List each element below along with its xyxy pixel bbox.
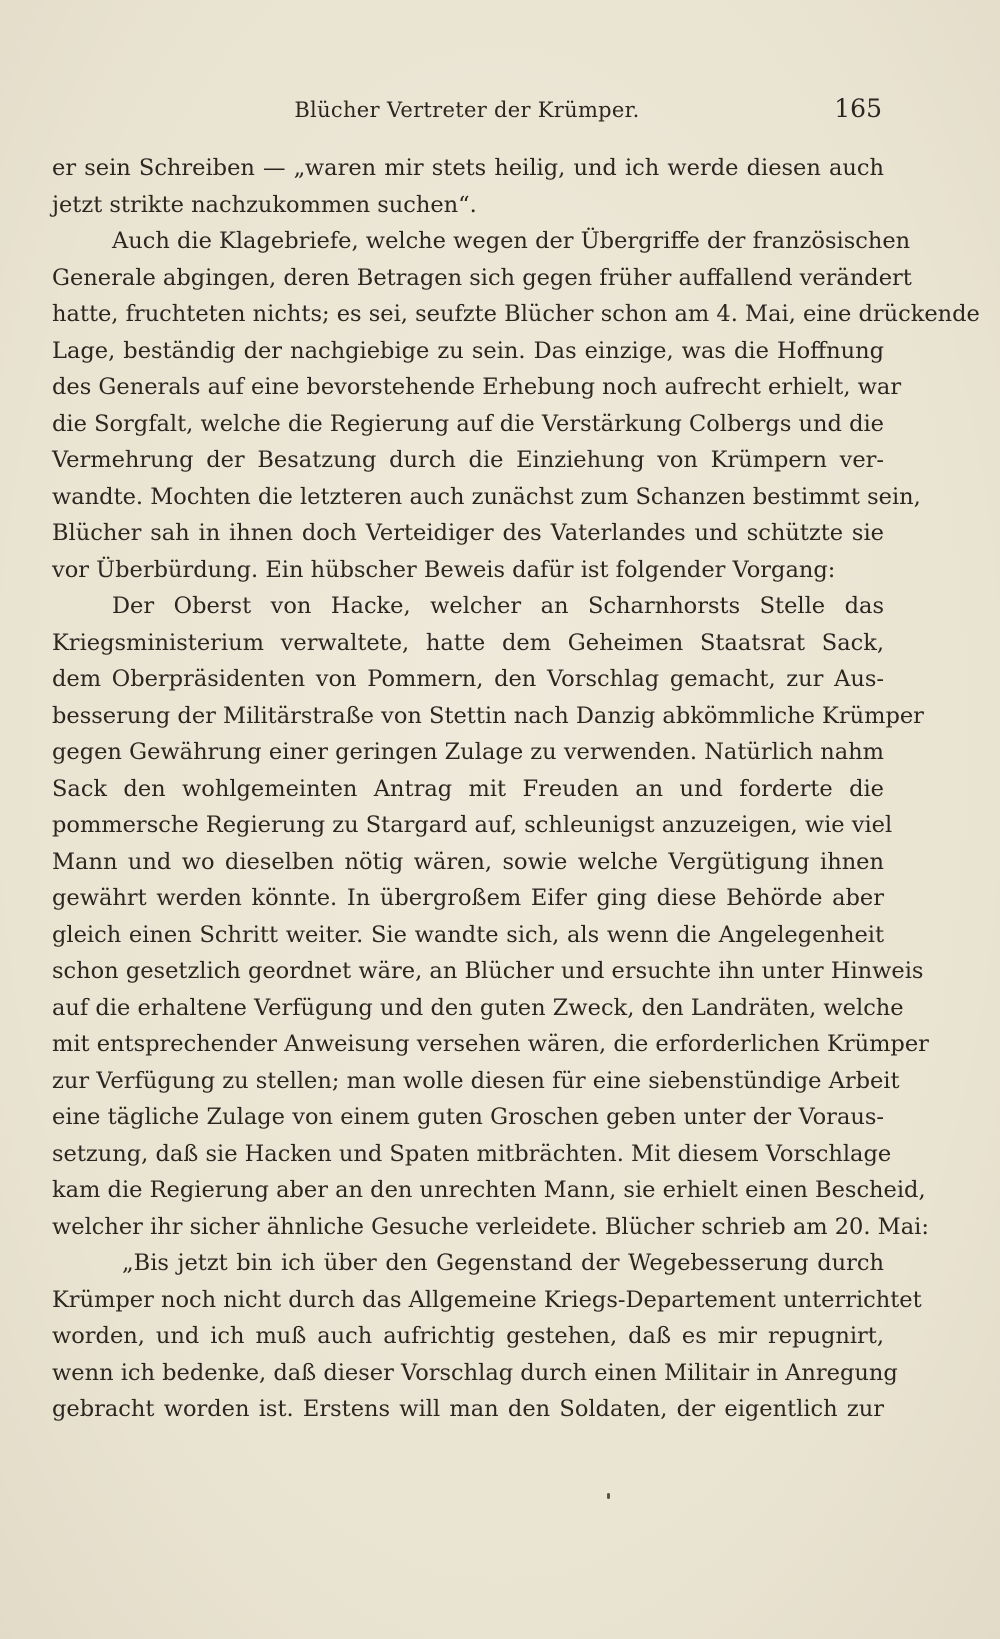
text-line: gebracht worden ist. Erstens will man den Soldaten, der eigentlich zur xyxy=(52,1396,884,1422)
text-line: die Sorgfalt, welche die Regierung auf die Verstärkung Colbergs und die xyxy=(52,410,884,437)
text-line: Auch die Klagebriefe, welche wegen der Übergriffe der französischen xyxy=(112,228,911,254)
page-number: 165 xyxy=(834,94,882,123)
text-line: auf die erhaltene Verfügung und den guten Zweck, den Landräten, welche xyxy=(52,994,904,1021)
paper-speck xyxy=(607,1493,610,1499)
text-line: kam die Regierung aber an den unrechten Mann, sie erhielt einen Bescheid, xyxy=(52,1177,926,1203)
text-line: hatte, fruchteten nichts; es sei, seufzte Blücher schon am 4. Mai, eine drückende xyxy=(52,301,980,327)
text-line: Lage, beständig der nachgiebige zu sein. Das einzige, was die Hoffnung xyxy=(52,337,884,364)
text-line: wenn ich bedenke, daß dieser Vorschlag durch einen Militair in Anregung xyxy=(52,1359,898,1386)
text-line: mit entsprechender Anweisung versehen wären, die erforderlichen Krümper xyxy=(52,1031,929,1057)
text-line: welcher ihr sicher ähnliche Gesuche verleidete. Blücher schrieb am 20. Mai: xyxy=(52,1213,929,1240)
text-line: Krümper noch nicht durch das Allgemeine Kriegs-Departement unterrichtet xyxy=(52,1286,922,1313)
page-header xyxy=(52,94,882,134)
text-line: dem Oberpräsidenten von Pommern, den Vorschlag gemacht, zur Aus- xyxy=(52,666,884,692)
text-line: zur Verfügung zu stellen; man wolle diesen für eine siebenstündige Arbeit xyxy=(52,1067,900,1094)
text-line: wandte. Mochten die letzteren auch zunächst zum Schanzen bestimmt sein, xyxy=(52,483,921,510)
text-line: schon gesetzlich geordnet wäre, an Blücher und ersuchte ihn unter Hinweis xyxy=(52,958,924,984)
text-line: er sein Schreiben — „waren mir stets heilig, und ich werde diesen auch xyxy=(52,155,884,181)
text-line: „Bis jetzt bin ich über den Gegenstand der Wegebesserung durch xyxy=(122,1250,884,1276)
text-line: jetzt strikte nachzukommen suchen“. xyxy=(52,191,477,218)
running-title: Blücher Vertreter der Krümper. xyxy=(294,98,640,122)
text-line: des Generals auf eine bevorstehende Erhebung noch aufrecht erhielt, war xyxy=(52,374,902,400)
text-line: besserung der Militärstraße von Stettin nach Danzig abkömmliche Krümper xyxy=(52,702,924,729)
text-line: Der Oberst von Hacke, welcher an Scharnhorsts Stelle das xyxy=(112,593,884,619)
text-line: Blücher sah in ihnen doch Verteidiger des Vaterlandes und schützte sie xyxy=(52,520,884,546)
text-line: gewährt werden könnte. In übergroßem Eifer ging diese Behörde aber xyxy=(52,885,884,911)
text-line: worden, und ich muß auch aufrichtig gestehen, daß es mir repugnirt, xyxy=(52,1323,884,1349)
text-line: gegen Gewährung einer geringen Zulage zu verwenden. Natürlich nahm xyxy=(52,739,884,765)
text-line: vor Überbürdung. Ein hübscher Beweis dafür ist folgender Vorgang: xyxy=(52,556,836,583)
text-line: Vermehrung der Besatzung durch die Einziehung von Krümpern ver- xyxy=(52,447,884,473)
text-line: eine tägliche Zulage von einem guten Groschen geben unter der Voraus- xyxy=(52,1104,884,1130)
text-line: gleich einen Schritt weiter. Sie wandte sich, als wenn die Angelegenheit xyxy=(52,921,884,948)
text-line: Sack den wohlgemeinten Antrag mit Freuden an und forderte die xyxy=(52,775,884,802)
text-line: Kriegsministerium verwaltete, hatte dem Geheimen Staatsrat Sack, xyxy=(52,629,884,656)
text-line: Mann und wo dieselben nötig wären, sowie welche Vergütigung ihnen xyxy=(52,848,884,875)
text-line: setzung, daß sie Hacken und Spaten mitbrächten. Mit diesem Vorschlage xyxy=(52,1140,892,1167)
text-line: Generale abgingen, deren Betragen sich gegen früher auffallend verändert xyxy=(52,264,912,291)
body-text xyxy=(52,150,980,1428)
text-line: pommersche Regierung zu Stargard auf, schleunigst anzuzeigen, wie viel xyxy=(52,812,893,838)
